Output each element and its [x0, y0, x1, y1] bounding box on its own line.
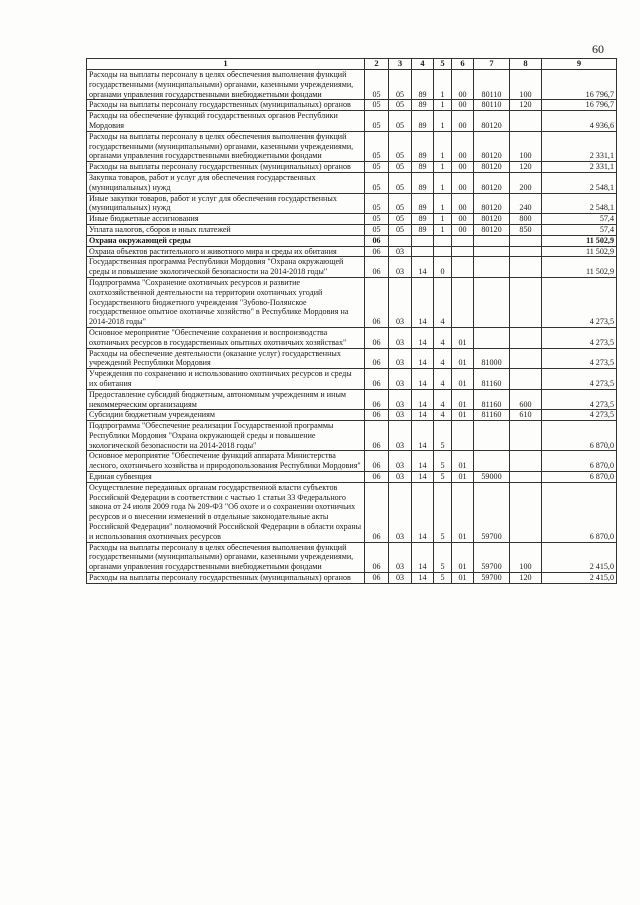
code-subsection: 05: [389, 70, 412, 100]
code-subprogram: 4: [434, 410, 452, 421]
code-subsection: 05: [389, 131, 412, 161]
code-section: 05: [365, 214, 389, 225]
code-subprogram: 4: [434, 369, 452, 390]
code-section: 06: [365, 235, 389, 246]
code-program: 14: [412, 369, 434, 390]
code-subprogram: 1: [434, 214, 452, 225]
code-activity: 00: [452, 100, 474, 111]
table-row: [87, 111, 617, 132]
code-section: 06: [365, 348, 389, 369]
row-amount: 4 273,5: [542, 277, 617, 327]
page-number: 60: [592, 42, 604, 56]
code-section: 05: [365, 162, 389, 173]
row-amount: 6 870,0: [542, 482, 617, 542]
row-description: Охрана объектов растительного и животного мира и среды их обитания: [87, 246, 365, 257]
code-direction: 80110: [474, 100, 510, 111]
table-row: [87, 573, 617, 584]
code-direction: 80120: [474, 111, 510, 132]
table-row: [87, 410, 617, 421]
code-program: [412, 246, 434, 257]
code-subprogram: 4: [434, 348, 452, 369]
code-subprogram: 5: [434, 482, 452, 542]
code-program: 14: [412, 348, 434, 369]
column-header: 9: [542, 59, 617, 70]
row-description: Расходы на выплаты персоналу государственных (муниципальных) органов: [87, 162, 365, 173]
column-header: 8: [510, 59, 542, 70]
code-direction: 80120: [474, 193, 510, 214]
row-description: Учреждения по сохранению и использованию охотничьих ресурсов и среды их обитания: [87, 369, 365, 390]
code-subprogram: 4: [434, 277, 452, 327]
code-subprogram: 1: [434, 100, 452, 111]
column-header: 3: [389, 59, 412, 70]
code-program: 14: [412, 542, 434, 572]
code-subsection: 03: [389, 472, 412, 483]
code-activity: 01: [452, 482, 474, 542]
table-row: [87, 257, 617, 278]
code-direction: 59700: [474, 482, 510, 542]
code-subsection: 05: [389, 193, 412, 214]
table-row: [87, 100, 617, 111]
code-program: 89: [412, 214, 434, 225]
code-program: 89: [412, 70, 434, 100]
code-expense-type: [510, 235, 542, 246]
code-direction: 80120: [474, 214, 510, 225]
row-description: Основное мероприятие "Обеспечение сохранения и воспроизводства охотничьих ресурсов в государственных опытных охотничьих хозяйствах": [87, 327, 365, 348]
table-header-row: [87, 59, 617, 70]
table-row: [87, 193, 617, 214]
code-program: 89: [412, 172, 434, 193]
code-direction: [474, 235, 510, 246]
code-section: 06: [365, 327, 389, 348]
code-expense-type: [510, 482, 542, 542]
code-program: 14: [412, 451, 434, 472]
table-row: [87, 214, 617, 225]
code-direction: [474, 277, 510, 327]
code-activity: 01: [452, 410, 474, 421]
code-subprogram: 5: [434, 421, 452, 451]
row-description: Расходы на выплаты персоналу в целях обеспечения выполнения функций государственными (муниципальными) органами, казенными учреждениями, органами управления государственными внебюджетными фондами: [87, 542, 365, 572]
code-program: 89: [412, 131, 434, 161]
code-subprogram: 5: [434, 573, 452, 584]
code-subprogram: 0: [434, 257, 452, 278]
code-activity: 00: [452, 70, 474, 100]
row-amount: 6 870,0: [542, 451, 617, 472]
column-header: 4: [412, 59, 434, 70]
row-description: Расходы на выплаты персоналу государственных (муниципальных) органов: [87, 100, 365, 111]
row-amount: 6 870,0: [542, 472, 617, 483]
table-row: [87, 327, 617, 348]
code-activity: [452, 277, 474, 327]
code-program: 89: [412, 224, 434, 235]
row-description: Подпрограмма "Сохранение охотничьих ресурсов и развитие охотхозяйственной деятельности на территории охотничьих угодий Государственного бюджетного учреждения "Зубово-Полянское государственное опытное охотничье хозяйство" в Республике Мордовия на 2014-2018 годы": [87, 277, 365, 327]
row-description: Единая субвенция: [87, 472, 365, 483]
budget-table: [86, 58, 617, 584]
code-subsection: [389, 235, 412, 246]
row-amount: 16 796,7: [542, 100, 617, 111]
code-activity: 01: [452, 573, 474, 584]
code-program: 14: [412, 327, 434, 348]
code-section: 05: [365, 172, 389, 193]
code-subprogram: 1: [434, 193, 452, 214]
code-expense-type: 120: [510, 573, 542, 584]
code-section: 05: [365, 193, 389, 214]
code-activity: 01: [452, 327, 474, 348]
code-direction: [474, 327, 510, 348]
row-amount: 2 548,1: [542, 172, 617, 193]
column-header: 2: [365, 59, 389, 70]
code-expense-type: [510, 348, 542, 369]
row-description: Государственная программа Республики Мордовия "Охрана окружающей среды и повышение экологической безопасности на 2014-2018 годы": [87, 257, 365, 278]
code-program: 89: [412, 193, 434, 214]
row-amount: 4 273,5: [542, 348, 617, 369]
code-subprogram: [434, 235, 452, 246]
row-amount: 11 502,9: [542, 246, 617, 257]
code-section: 05: [365, 111, 389, 132]
code-section: 05: [365, 131, 389, 161]
code-activity: [452, 257, 474, 278]
code-program: 89: [412, 111, 434, 132]
row-amount: 11 502,9: [542, 235, 617, 246]
code-direction: 80110: [474, 70, 510, 100]
row-description: Иные закупки товаров, работ и услуг для обеспечения государственных (муниципальных) нужд: [87, 193, 365, 214]
code-subprogram: 1: [434, 131, 452, 161]
row-description: Расходы на выплаты персоналу в целях обеспечения выполнения функций государственными (муниципальными) органами, казенными учреждениями, органами управления государственными внебюджетными фондами: [87, 131, 365, 161]
row-description: Субсидии бюджетным учреждениям: [87, 410, 365, 421]
code-subprogram: 1: [434, 224, 452, 235]
row-description: Предоставление субсидий бюджетным, автономным учреждениям и иным некоммерческим организациям: [87, 389, 365, 410]
row-amount: 57,4: [542, 224, 617, 235]
code-subprogram: 1: [434, 70, 452, 100]
code-expense-type: 200: [510, 172, 542, 193]
code-subsection: 03: [389, 451, 412, 472]
code-activity: 00: [452, 172, 474, 193]
code-section: 05: [365, 70, 389, 100]
row-description: Охрана окружающей среды: [87, 235, 365, 246]
code-subprogram: 5: [434, 542, 452, 572]
code-program: [412, 235, 434, 246]
row-description: Расходы на обеспечение деятельности (оказание услуг) государственных учреждений Республики Мордовия: [87, 348, 365, 369]
code-subsection: 03: [389, 348, 412, 369]
code-section: 06: [365, 421, 389, 451]
code-subsection: 03: [389, 327, 412, 348]
code-section: 06: [365, 369, 389, 390]
table-row: [87, 348, 617, 369]
code-expense-type: [510, 451, 542, 472]
row-description: Расходы на выплаты персоналу в целях обеспечения выполнения функций государственными (муниципальными) органами, казенными учреждениями, органами управления государственными внебюджетными фондами: [87, 70, 365, 100]
code-section: 05: [365, 100, 389, 111]
code-subsection: 03: [389, 421, 412, 451]
code-direction: 59700: [474, 573, 510, 584]
code-section: 06: [365, 389, 389, 410]
row-description: Иные бюджетные ассигнования: [87, 214, 365, 225]
code-activity: [452, 235, 474, 246]
code-activity: 00: [452, 214, 474, 225]
code-subprogram: [434, 246, 452, 257]
column-header: 1: [87, 59, 365, 70]
code-subsection: 03: [389, 257, 412, 278]
row-description: Подпрограмма "Обеспечение реализации Государственной программы Республики Мордовия "Охрана окружающей среды и повышение экологической безопасности на 2014-2018 годы": [87, 421, 365, 451]
table-row: [87, 224, 617, 235]
code-expense-type: 100: [510, 542, 542, 572]
row-amount: 2 415,0: [542, 542, 617, 572]
table-row: [87, 277, 617, 327]
code-section: 06: [365, 246, 389, 257]
row-description: Осуществление переданных органам государственной власти субъектов Российской Федерации в соответствии с частью 1 статьи 33 Федерального закона от 24 июля 2009 года № 209-ФЗ "Об охоте и о сохранении охотничьих ресурсов и о внесении изменений в отдельные законодательные акты Российской Федерации" полномочий Российской Федерации в области охраны и использования охотничьих ресурсов: [87, 482, 365, 542]
code-activity: 00: [452, 111, 474, 132]
code-direction: 59700: [474, 542, 510, 572]
code-subsection: 05: [389, 100, 412, 111]
row-amount: 4 273,5: [542, 389, 617, 410]
code-expense-type: 610: [510, 410, 542, 421]
code-direction: 59000: [474, 472, 510, 483]
code-activity: 01: [452, 472, 474, 483]
code-subsection: 05: [389, 214, 412, 225]
row-amount: 6 870,0: [542, 421, 617, 451]
code-subprogram: 1: [434, 111, 452, 132]
code-subsection: 03: [389, 246, 412, 257]
code-subsection: 03: [389, 482, 412, 542]
code-activity: [452, 421, 474, 451]
code-expense-type: 120: [510, 100, 542, 111]
row-amount: 2 331,1: [542, 162, 617, 173]
table-row: [87, 472, 617, 483]
row-description: Уплата налогов, сборов и иных платежей: [87, 224, 365, 235]
code-program: 14: [412, 573, 434, 584]
code-section: 05: [365, 224, 389, 235]
code-subprogram: 4: [434, 327, 452, 348]
code-subsection: 03: [389, 369, 412, 390]
code-direction: 80120: [474, 172, 510, 193]
code-subprogram: 1: [434, 172, 452, 193]
column-header: 6: [452, 59, 474, 70]
code-expense-type: [510, 257, 542, 278]
table-row: [87, 451, 617, 472]
code-subsection: 05: [389, 172, 412, 193]
code-expense-type: 100: [510, 131, 542, 161]
code-direction: 80120: [474, 224, 510, 235]
row-description: Расходы на обеспечение функций государственных органов Республики Мордовия: [87, 111, 365, 132]
code-program: 89: [412, 100, 434, 111]
code-direction: 80120: [474, 162, 510, 173]
code-program: 14: [412, 410, 434, 421]
code-activity: 00: [452, 193, 474, 214]
table-row: [87, 70, 617, 100]
code-expense-type: 800: [510, 214, 542, 225]
code-expense-type: 240: [510, 193, 542, 214]
code-program: 89: [412, 162, 434, 173]
code-subsection: 05: [389, 162, 412, 173]
code-section: 06: [365, 277, 389, 327]
code-subsection: 03: [389, 542, 412, 572]
table-row: [87, 235, 617, 246]
code-program: 14: [412, 257, 434, 278]
code-subprogram: 4: [434, 389, 452, 410]
code-direction: [474, 451, 510, 472]
code-section: 06: [365, 482, 389, 542]
code-activity: 00: [452, 162, 474, 173]
code-section: 06: [365, 410, 389, 421]
row-amount: 16 796,7: [542, 70, 617, 100]
code-expense-type: 120: [510, 162, 542, 173]
table-row: [87, 131, 617, 161]
code-direction: [474, 421, 510, 451]
row-amount: 57,4: [542, 214, 617, 225]
code-subsection: 03: [389, 277, 412, 327]
code-program: 14: [412, 472, 434, 483]
code-activity: [452, 246, 474, 257]
code-program: 14: [412, 277, 434, 327]
row-amount: 2 331,1: [542, 131, 617, 161]
column-header: 5: [434, 59, 452, 70]
row-amount: 11 502,9: [542, 257, 617, 278]
table-row: [87, 162, 617, 173]
code-expense-type: [510, 111, 542, 132]
table-row: [87, 542, 617, 572]
row-description: Расходы на выплаты персоналу государственных (муниципальных) органов: [87, 573, 365, 584]
code-direction: 81160: [474, 369, 510, 390]
code-activity: 01: [452, 389, 474, 410]
table-body: [87, 70, 617, 584]
row-description: Основное мероприятие "Обеспечение функций аппарата Министерства лесного, охотничьего хозяйства и природопользования Республики Мордовия": [87, 451, 365, 472]
code-direction: 80120: [474, 131, 510, 161]
code-section: 06: [365, 573, 389, 584]
code-section: 06: [365, 472, 389, 483]
code-subprogram: 5: [434, 472, 452, 483]
code-expense-type: [510, 369, 542, 390]
row-amount: 4 273,5: [542, 327, 617, 348]
row-amount: 2 415,0: [542, 573, 617, 584]
code-subsection: 05: [389, 224, 412, 235]
code-direction: 81160: [474, 410, 510, 421]
code-subsection: 03: [389, 389, 412, 410]
code-expense-type: 600: [510, 389, 542, 410]
table-row: [87, 172, 617, 193]
code-activity: 01: [452, 542, 474, 572]
code-expense-type: [510, 246, 542, 257]
table-row: [87, 482, 617, 542]
code-expense-type: [510, 277, 542, 327]
code-subsection: 05: [389, 111, 412, 132]
code-direction: 81000: [474, 348, 510, 369]
code-activity: 00: [452, 131, 474, 161]
table-row: [87, 369, 617, 390]
code-expense-type: 850: [510, 224, 542, 235]
row-amount: 4 273,5: [542, 410, 617, 421]
code-activity: 00: [452, 224, 474, 235]
code-section: 06: [365, 542, 389, 572]
code-expense-type: [510, 421, 542, 451]
code-section: 06: [365, 257, 389, 278]
code-section: 06: [365, 451, 389, 472]
code-direction: [474, 246, 510, 257]
row-amount: 4 936,6: [542, 111, 617, 132]
table-row: [87, 421, 617, 451]
code-subsection: 03: [389, 410, 412, 421]
code-program: 14: [412, 482, 434, 542]
code-activity: 01: [452, 451, 474, 472]
table-row: [87, 246, 617, 257]
code-direction: [474, 257, 510, 278]
code-expense-type: [510, 327, 542, 348]
code-direction: 81160: [474, 389, 510, 410]
code-activity: 01: [452, 348, 474, 369]
code-subsection: 03: [389, 573, 412, 584]
row-amount: 4 273,5: [542, 369, 617, 390]
row-amount: 2 548,1: [542, 193, 617, 214]
code-program: 14: [412, 421, 434, 451]
row-description: Закупка товаров, работ и услуг для обеспечения государственных (муниципальных) нужд: [87, 172, 365, 193]
code-subprogram: 5: [434, 451, 452, 472]
column-header: 7: [474, 59, 510, 70]
code-program: 14: [412, 389, 434, 410]
code-expense-type: 100: [510, 70, 542, 100]
code-subprogram: 1: [434, 162, 452, 173]
code-expense-type: [510, 472, 542, 483]
code-activity: 01: [452, 369, 474, 390]
table-row: [87, 389, 617, 410]
